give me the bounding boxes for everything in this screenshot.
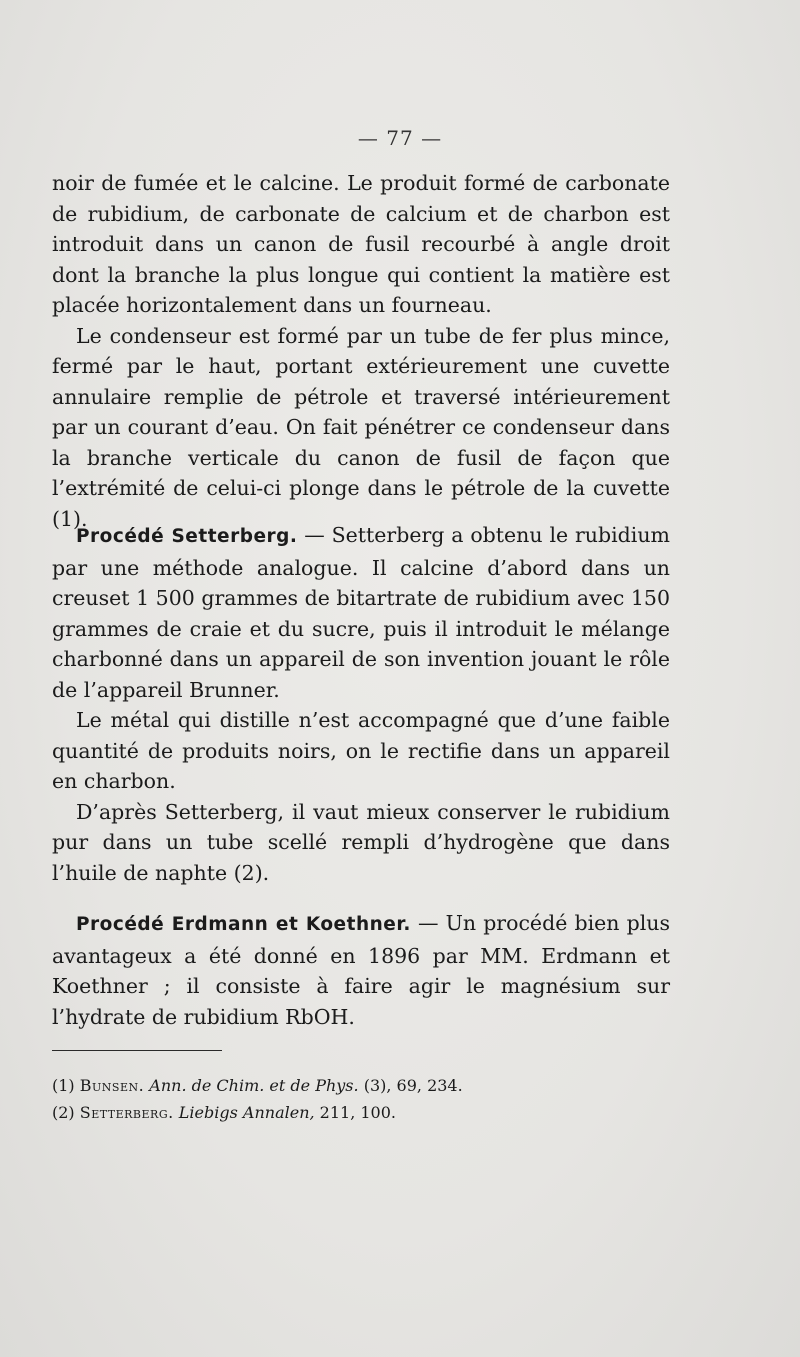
footnote — [52, 1099, 670, 1126]
footnote-author: Bunsen. — [79, 1076, 145, 1095]
paragraph: D’après Setterberg, il vaut mieux conserver le rubidium pur dans un tube scellé rempli d’hydrogène que dans l’huile de naphte (2). — [52, 799, 670, 885]
paragraph — [52, 908, 670, 1032]
footnote-author: Setterberg. — [79, 1103, 174, 1122]
section-heading: Procédé Setterberg. — [76, 526, 298, 547]
setterberg-section — [52, 520, 670, 888]
footnote-marker: (1) — [52, 1076, 80, 1095]
paragraph — [52, 520, 670, 705]
intro-text — [52, 168, 670, 534]
footnote — [52, 1072, 670, 1099]
footnote-divider — [52, 1050, 222, 1051]
paragraph: noir de fumée et le calcine. Le produit formé de carbonate de rubidium, de carbonate de calcium et de charbon est introduit dans un canon de fusil recourbé à angle droit dont la branche la plus longue qui contient la matière est placée horizontalement dans un fourneau. — [52, 171, 670, 317]
page-number: — 77 — — [357, 126, 443, 150]
footnote-ref: (3), 69, 234. — [358, 1076, 463, 1095]
paragraph: Le métal qui distille n’est accompagné que d’une faible quantité de produits noirs, on le rectifie dans un appareil en charbon. — [52, 708, 670, 793]
footnotes — [52, 1072, 670, 1126]
footnote-marker: (2) — [52, 1103, 80, 1122]
paragraph-text: — Setterberg a obtenu le rubidium par une méthode analogue. Il calcine d’abord dans un creuset 1 500 grammes de bitartrate de rubidium avec 150 grammes de craie et du sucre, puis il introduit le mélange charbonné dans un appareil de son invention jouant le rôle de l’appareil Brunner. — [52, 523, 670, 702]
footnote-source: Ann. de Chim. et de Phys. — [144, 1076, 359, 1095]
paragraph-text: — Un procédé bien plus avantageux a été donné en 1896 par MM. Erdmann et Koethner ; il consiste à faire agir le magnésium sur l’hydrate de rubidium RbOH. — [52, 911, 670, 1029]
paragraph: Le condenseur est formé par un tube de fer plus mince, fermé par le haut, portant extérieurement une cuvette annulaire remplie de pétrole et traversé intérieurement par un courant d’eau. On fait pénétrer ce condenseur dans la branche verticale du canon de fusil de façon que l’extrémité de celui-ci plonge dans le pétrole de la cuvette (1). — [52, 323, 670, 531]
footnote-source: Liebigs Annalen, — [173, 1103, 315, 1122]
footnote-ref: 211, 100. — [314, 1103, 396, 1122]
erdmann-section — [52, 908, 670, 1032]
section-heading: Procédé Erdmann et Koethner. — [76, 914, 411, 935]
